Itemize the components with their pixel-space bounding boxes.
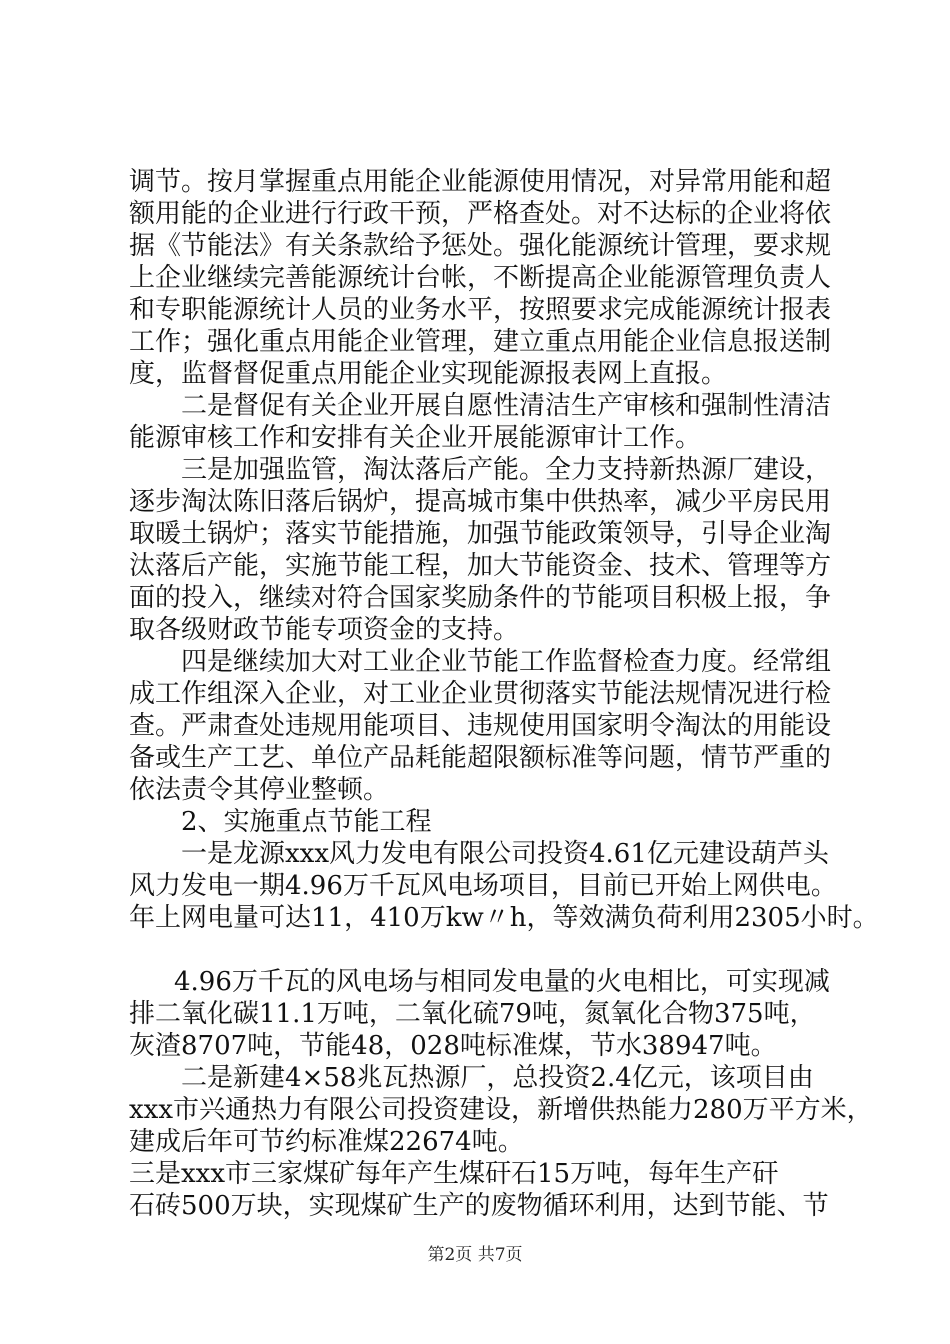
text-line: 石砖500万块，实现煤矿生产的废物循环利用，达到节能、节 (129, 1191, 829, 1221)
text-line: 四是继续加大对工业企业节能工作监督检查力度。经常组 (181, 647, 832, 677)
text-line: 据《节能法》有关条款给予惩处。强化能源统计管理，要求规 (129, 231, 832, 261)
text-line: 二是新建4×58兆瓦热源厂，总投资2.4亿元，该项目由 (181, 1063, 814, 1093)
text-line: 汰落后产能，实施节能工程，加大节能资金、技术、管理等方 (129, 551, 832, 581)
page-number-footer: 第2页 共7页 (427, 1245, 523, 1265)
paragraph-inspection (129, 646, 834, 806)
text-line: 依法责令其停业整顿。 (129, 775, 390, 805)
text-line: 调节。按月掌握重点用能企业能源使用情况，对异常用能和超 (129, 167, 832, 197)
text-line: 取暖土锅炉；落实节能措施，加强节能政策领导，引导企业淘 (129, 519, 832, 549)
text-line: 查。严肃查处违规用能项目、违规使用国家明令淘汰的用能设 (129, 711, 832, 741)
text-line: 三是加强监管，淘汰落后产能。全力支持新热源厂建设， (181, 455, 832, 485)
document-body (129, 166, 879, 1222)
text-line: 和专职能源统计人员的业务水平，按照要求完成能源统计报表 (129, 295, 832, 325)
text-line: 年上网电量可达11，410万kw〃h，等效满负荷利用2305小时。 (129, 903, 879, 933)
text-line: 风力发电一期4.96万千瓦风电场项目，目前已开始上网供电。 (129, 871, 837, 901)
text-line: 排二氧化碳11.1万吨，二氧化硫79吨，氮氧化合物375吨， (129, 999, 816, 1029)
paragraph-supervision (129, 454, 834, 646)
text-line: 灰渣8707吨，节能48，028吨标准煤，节水38947吨。 (129, 1031, 777, 1061)
text-line: 工作；强化重点用能企业管理，建立重点用能企业信息报送制 (129, 327, 832, 357)
blank-line (129, 934, 834, 966)
text-line: 额用能的企业进行行政干预，严格查处。对不达标的企业将依 (129, 199, 832, 229)
text-line: 能源审核工作和安排有关企业开展能源审计工作。 (129, 423, 702, 453)
paragraph-emission-reduction (129, 966, 834, 1062)
text-line: 面的投入，继续对符合国家奖励条件的节能项目积极上报，争 (129, 583, 832, 613)
text-line: 备或生产工艺、单位产品耗能超限额标准等问题，情节严重的 (129, 743, 832, 773)
text-line: 三是xxx市三家煤矿每年产生煤矸石15万吨，每年生产矸 (129, 1159, 779, 1189)
paragraph-heat-plant (129, 1062, 873, 1158)
text-line: 度，监督督促重点用能企业实现能源报表网上直报。 (129, 359, 728, 389)
text-line: 成工作组深入企业，对工业企业贯彻落实节能法规情况进行检 (129, 679, 832, 709)
paragraph-energy-statistics (129, 166, 834, 390)
section-heading: 2、实施重点节能工程 (181, 807, 432, 837)
paragraph-clean-production (129, 390, 834, 454)
text-line: 上企业继续完善能源统计台帐，不断提高企业能源管理负责人 (129, 263, 832, 293)
text-line: 取各级财政节能专项资金的支持。 (129, 615, 520, 645)
text-line: 二是督促有关企业开展自愿性清洁生产审核和强制性清洁 (181, 391, 832, 421)
text-line: 4.96万千瓦的风电场与相同发电量的火电相比，可实现减 (174, 967, 830, 997)
text-line: 建成后年可节约标准煤22674吨。 (129, 1127, 524, 1157)
paragraph-coal-gangue (129, 1158, 834, 1222)
text-line: 一是龙源xxx风力发电有限公司投资4.61亿元建设葫芦头 (181, 839, 829, 869)
paragraph-wind-power (129, 838, 879, 934)
text-line: xxx市兴通热力有限公司投资建设，新增供热能力280万平方米， (129, 1095, 873, 1125)
text-line: 逐步淘汰陈旧落后锅炉，提高城市集中供热率，减少平房民用 (129, 487, 832, 517)
